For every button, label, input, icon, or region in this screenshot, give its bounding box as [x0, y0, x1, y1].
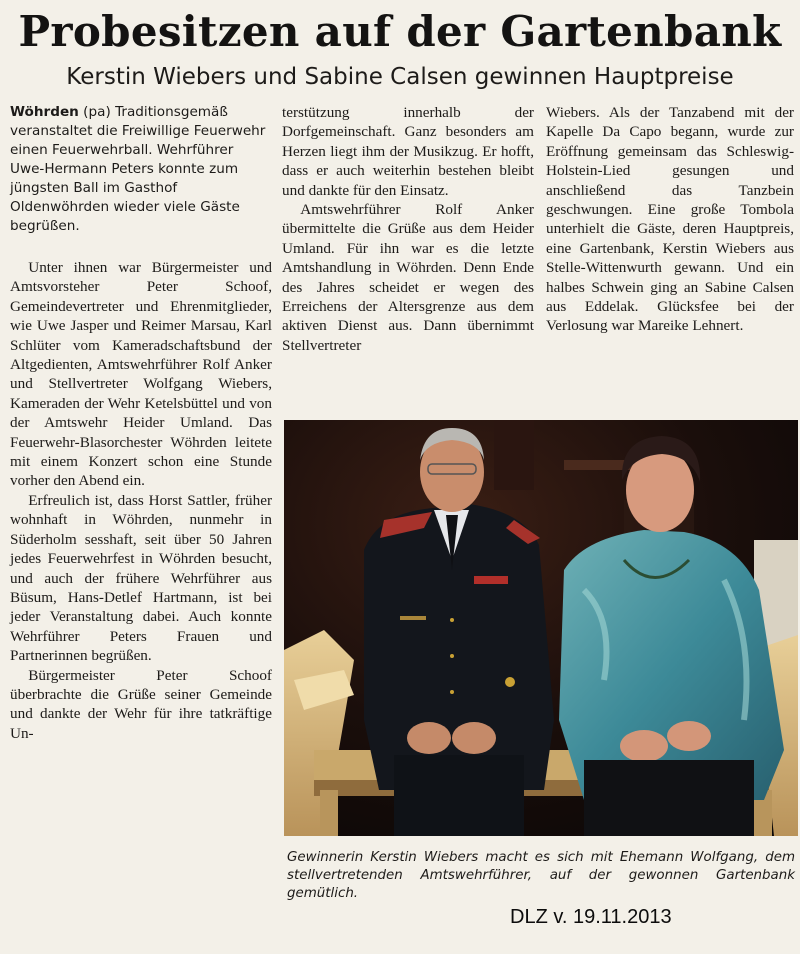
dateline: Wöhrden — [10, 104, 79, 120]
photo-caption: Gewinnerin Kerstin Wiebers macht es sich mit Ehemann Wolfgang, dem stellvertretenden Amtswehrführer, auf der gewonnen Gartenbank gemütlich. — [287, 850, 795, 901]
body-paragraph: Wiebers. Als der Tanzabend mit der Kapelle Da Capo begann, wurde zur Eröffnung gemeinsam das Schleswig-Holstein-Lied gesungen und anschließend das Tanzbein geschwungen. Eine große Tombola unterhielt die Gäste, deren Hauptpreis, eine Gartenbank, Kerstin Wiebers aus Stelle-Wittenwurth gewann. Und ein halbes Schwein ging an Sabine Calsen aus Eddelak. Glücksfee bei der Verlosung war Mareike Lehnert. — [546, 104, 794, 335]
body-paragraph: Bürgermeister Peter Schoof überbrachte die Grüße seiner Gemeinde und dankte der Wehr für ihre tatkräftige Un- — [10, 666, 272, 742]
body-paragraph: terstützung innerhalb der Dorfgemeinschaft. Ganz besonders am Herzen liegt ihm der Musikzug. Er hofft, dass er auch weiterhin bestehen bleibt und dankte für den Einsatz. — [282, 104, 534, 199]
article-column-3 — [546, 103, 794, 336]
article-column-1 — [10, 103, 272, 743]
article-headline: Probesitzen auf der Gartenbank — [18, 7, 782, 56]
article-subheadline: Kerstin Wiebers und Sabine Calsen gewinnen Hauptpreise — [66, 64, 734, 90]
body-paragraph: Amtswehrführer Rolf Anker übermittelte die Grüße aus dem Heider Umland. Für ihn war es die letzte Amtshandlung in Wöhrden. Denn Ende des Jahres scheidet er wegen des Erreichens der Altersgrenze aus dem aktiven Dienst aus. Dann übernimmt Stellvertreter — [282, 201, 534, 354]
lead-text: (pa) Traditionsgemäß veranstaltet die Freiwillige Feuerwehr einen Feuerwehrball. Wehrführer Uwe-Hermann Peters konnte zum jüngsten Ball im Gasthof Oldenwöhrden wieder viele Gäste begrüßen. — [10, 104, 266, 234]
body-paragraph: Erfreulich ist, dass Horst Sattler, früher wohnhaft in Wöhrden, nunmehr in Süderholm sesshaft, seit über 50 Jahren jedes Feuerwehrfest in Wöhrden besucht, und auch der frühere Wehrführer aus Büsum, Hans-Detlef Hartmann, ist bei jeder Veranstaltung dabei. Auch konnte Wehrführer Peters Frauen und Partnerinnen begrüßen. — [10, 491, 272, 665]
article-column-2 — [282, 103, 534, 355]
lead-paragraph — [10, 103, 272, 236]
article-photo — [284, 420, 798, 836]
body-paragraph: Unter ihnen war Bürgermeister und Amtsvorsteher Peter Schoof, Gemeindevertreter und Ehrenmitglieder, wie Uwe Jasper und Reimer Marsau, Karl Schlüter vom Kameradschaftsbund der Altgedienten, Amtswehrführer Rolf Anker und Stellvertreter Wolfgang Wiebers, Kameraden der Wehr Ketelsbüttel und von der Amtswehr Heider Umland. Das Feuerwehr-Blasorchester Wöhrden leitete mit einem Konzert schon eine Stunde vorher den Abend ein. — [10, 259, 272, 490]
source-note: DLZ v. 19.11.2013 — [510, 906, 672, 928]
